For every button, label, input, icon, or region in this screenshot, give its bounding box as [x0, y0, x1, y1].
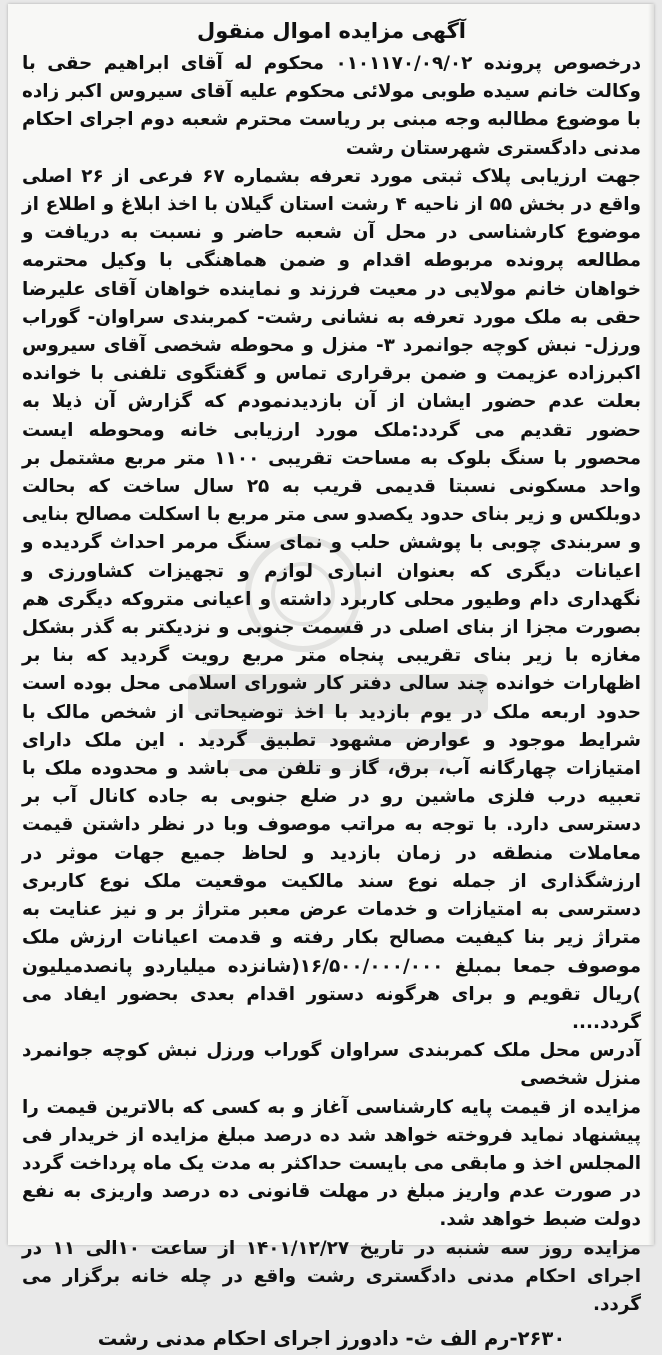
- notice-footer-signature: ۲۶۳۰-رم الف ث- دادورز اجرای احکام مدنی رشت: [97, 1327, 566, 1351]
- newspaper-clipping: [8, 4, 654, 1351]
- auction-notice: [8, 4, 654, 1355]
- notice-date-paragraph: مزایده روز سه شنبه در تاریخ ۱۴۰۱/۱۲/۲۷ از ساعت ۱۰الی ۱۱ در اجرای احکام مدنی دادگستری رشت واقع در چله خانه برگزار می گردد.: [22, 1237, 641, 1315]
- notice-appraisal-paragraph: جهت ارزیابی پلاک ثبتی مورد تعرفه بشماره ۶۷ فرعی از ۲۶ اصلی واقع در بخش ۵۵ از ناحیه ۴ رشت استان گیلان با اخذ ابلاغ و اطلاع از موضوع کارشناسی در محل آن شعبه حاضر و نسبت به دریافت و مطالعه پرونده مربوطه اقدام و ضمن هماهنگی با وکیل محترمه خواهان خانم مولایی در معیت فرزند و نماینده خواهان آقای علیرضا حقی به ملک مورد تعرفه به نشانی رشت- کمربندی سراوان- گوراب ورزل- نبش کوچه جوانمرد ۳- منزل و محوطه شخصی آقای سیروس اکبرزاده عزیمت و ضمن برقراری تماس و گفتگوی تلفنی با خوانده بعلت عدم حضور ایشان از آن بازدیدنمودم که گزارش آن ذیلا به حضور تقدیم می گردد:ملک مورد ارزیابی خانه ومحوطه ایست محصور با سنگ بلوک به مساحت تقریبی ۱۱۰۰ متر مربع مشتمل بر واحد مسکونی نسبتا قدیمی قریب به ۲۵ سال ساخت که بحالت دوبلکس و زیر بنای حدود یکصدو سی متر مربع با اسکلت مصالح بنایی و سربندی چوبی با پوشش حلب و نمای سنگ مرمر احداث گردیده و اعیانات دیگری که بعنوان انباری لوازم و تجهیزات کشاورزی و نگهداری دام وطیور محلی کاربرد داشته و اعیانی متروکه دیگری هم بصورت مجزا از بنای اصلی در قسمت جنوبی و نزدیکتر به گذر بشکل مغازه با زیر بنای تقریبی پنجاه متر مربع رویت گردید که بنا بر اظهارات خوانده چند سالی دفتر کار شورای اسلامی محل بوده است حدود اربعه ملک در یوم بازدید با اخذ توضیحاتی از شخص مالک با شرایط موجود و عوارض مشهود تطبیق گردید . این ملک دارای امتیازات چهارگانه آب، برق، گاز و تلفن می باشد و محدوده ملک با تعبیه درب فلزی ماشین رو در ضلع جنوبی به جاده کانال آب بر دسترسی دارد. با توجه به مراتب موصوف وبا در نظر داشتن قیمت معاملات منطقه در زمان بازدید و لحاظ جمیع جهات موثر در ارزشگذاری از جمله نوع سند مالکیت موقعیت ملک نوع کاربری دسترسی به امتیازات و خدمات عرض معبر متراژ بر و نیز عنایت به متراژ زیر بنا کیفیت مصالح بکار رفته و قدمت اعیانات ارزش ملک موصوف جمعا بمبلغ ۱۶/۵۰۰/۰۰۰/۰۰۰(شانزده میلیاردو پانصدمیلیون )ریال تقویم و برای هرگونه دستور اقدام بعدی بحضور ایفاد می گردد....: [22, 165, 642, 1033]
- notice-address-paragraph: آدرس محل ملک کمربندی سراوان گوراب ورزل نبش کوچه جوانمرد منزل شخصی: [22, 1040, 641, 1090]
- notice-terms-paragraph: مزایده از قیمت پایه کارشناسی آغاز و به کسی که بالاترین قیمت را پیشنهاد نماید فروخته خواهد شد ده درصد مبلغ مزایده از خریدار فی المجلس اخذ و مابقی می بایست حداکثر به مدت یک ماه پرداخت گردد در صورت عدم واریز مبلغ در مهلت قانونی ده درصد واریزی به نفع دولت ضبط خواهد شد.: [22, 1096, 641, 1231]
- notice-case-paragraph: درخصوص پرونده ۰۱۰۱۱۷۰/۰۹/۰۲ محکوم له آقای ابراهیم حقی با وکالت خانم سیده طوبی مولائی محکوم علیه آقای سیروس اکبر زاده با موضوع مطالبه وجه مبنی بر ریاست محترم شعبه دوم اجرای احکام مدنی دادگستری شهرستان رشت: [22, 53, 642, 159]
- notice-title: آگهی مزایده اموال منقول: [197, 19, 466, 43]
- page-edge-shadow: [648, 4, 654, 1245]
